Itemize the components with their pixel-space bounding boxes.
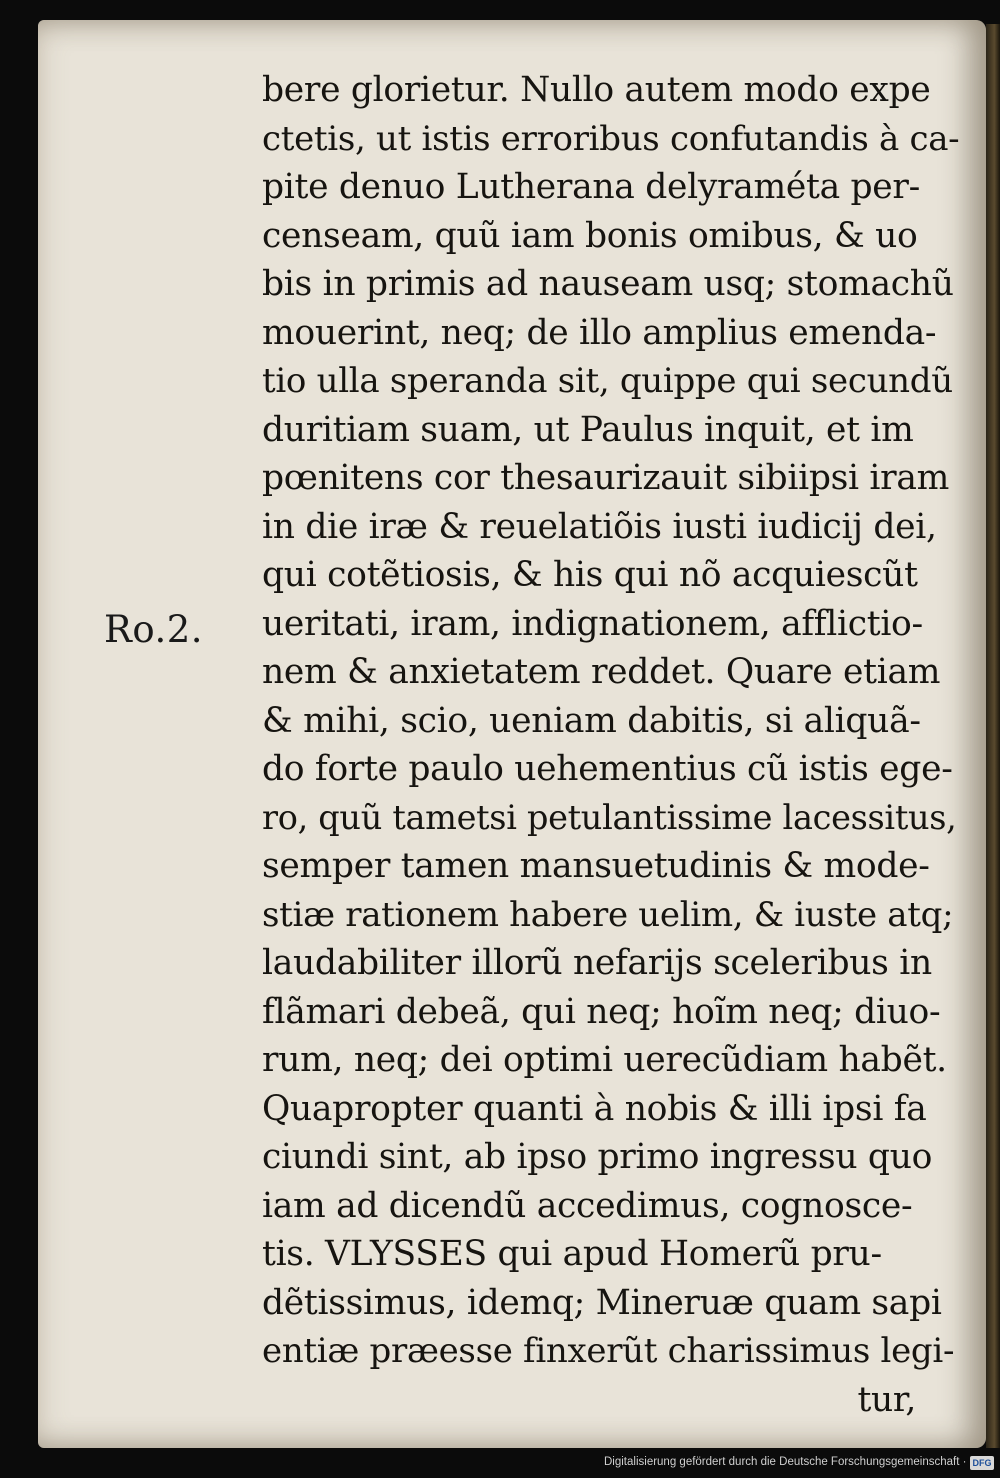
text-line: entiæ præesse finxerũt charissimus legi- xyxy=(262,1331,955,1371)
text-line: bere glorietur. Nullo autem modo expe xyxy=(262,70,931,110)
text-line: rum, neq; dei optimi uerecũdiam habẽt. xyxy=(262,1040,947,1080)
text-line: ciundi sint, ab ipso primo ingressu quo xyxy=(262,1137,933,1177)
book-spine-edge xyxy=(986,24,1000,1448)
text-line: in die iræ & reuelatiõis iusti iudicij dei, xyxy=(262,506,937,547)
dfg-logo-icon: DFG xyxy=(970,1456,994,1470)
text-line: flãmari debeã, qui neq; hoĩm neq; diuo- xyxy=(262,991,941,1032)
text-line: ueritati, iram, indignationem, afflictio- xyxy=(262,603,923,644)
text-line: duritiam suam, ut Paulus inquit, et im xyxy=(262,409,914,450)
text-line: pœnitens cor thesaurizauit sibiipsi iram xyxy=(262,458,950,498)
digitization-credit: Digitalisierung gefördert durch die Deutsche Forschungsgemeinschaft · xyxy=(604,1456,967,1468)
body-text xyxy=(262,66,962,1424)
text-line: iam ad dicendũ accedimus, cognosce- xyxy=(262,1185,913,1226)
text-line: & mihi, scio, ueniam dabitis, si aliquã- xyxy=(262,700,921,741)
margin-note: Ro.2. xyxy=(104,608,204,651)
text-line: laudabiliter illorũ nefarijs sceleribus in xyxy=(262,943,932,983)
text-line: tis. VLYSSES qui apud Homerũ pru- xyxy=(262,1234,882,1274)
text-line: tio ulla speranda sit, quippe qui secundũ xyxy=(262,361,953,401)
text-line: bis in primis ad nauseam usq; stomachũ xyxy=(262,264,954,304)
text-line: semper tamen mansuetudinis & mode- xyxy=(262,846,930,886)
text-line: stiæ rationem habere uelim, & iuste atq; xyxy=(262,894,954,935)
text-line: pite denuo Lutherana delyraméta per- xyxy=(262,167,920,207)
text-line: nem & anxietatem reddet. Quare etiam xyxy=(262,652,941,692)
text-line: mouerint, neq; de illo amplius emenda- xyxy=(262,312,937,353)
text-line: censeam, quũ iam bonis omibus, & uo xyxy=(262,215,918,256)
text-line: ctetis, ut istis erroribus confutandis à ca- xyxy=(262,118,960,159)
text-line: do forte paulo uehementius cũ istis ege- xyxy=(262,749,953,789)
text-line: Quapropter quanti à nobis & illi ipsi fa xyxy=(262,1088,927,1129)
text-line: tur, xyxy=(857,1379,916,1420)
text-line: ro, quũ tametsi petulantissime lacessitus, xyxy=(262,797,957,837)
text-line: qui cotẽtiosis, & his qui nõ acquiescũt xyxy=(262,555,918,595)
text-line: dẽtissimus, idemq; Mineruæ quam sapi xyxy=(262,1282,942,1323)
